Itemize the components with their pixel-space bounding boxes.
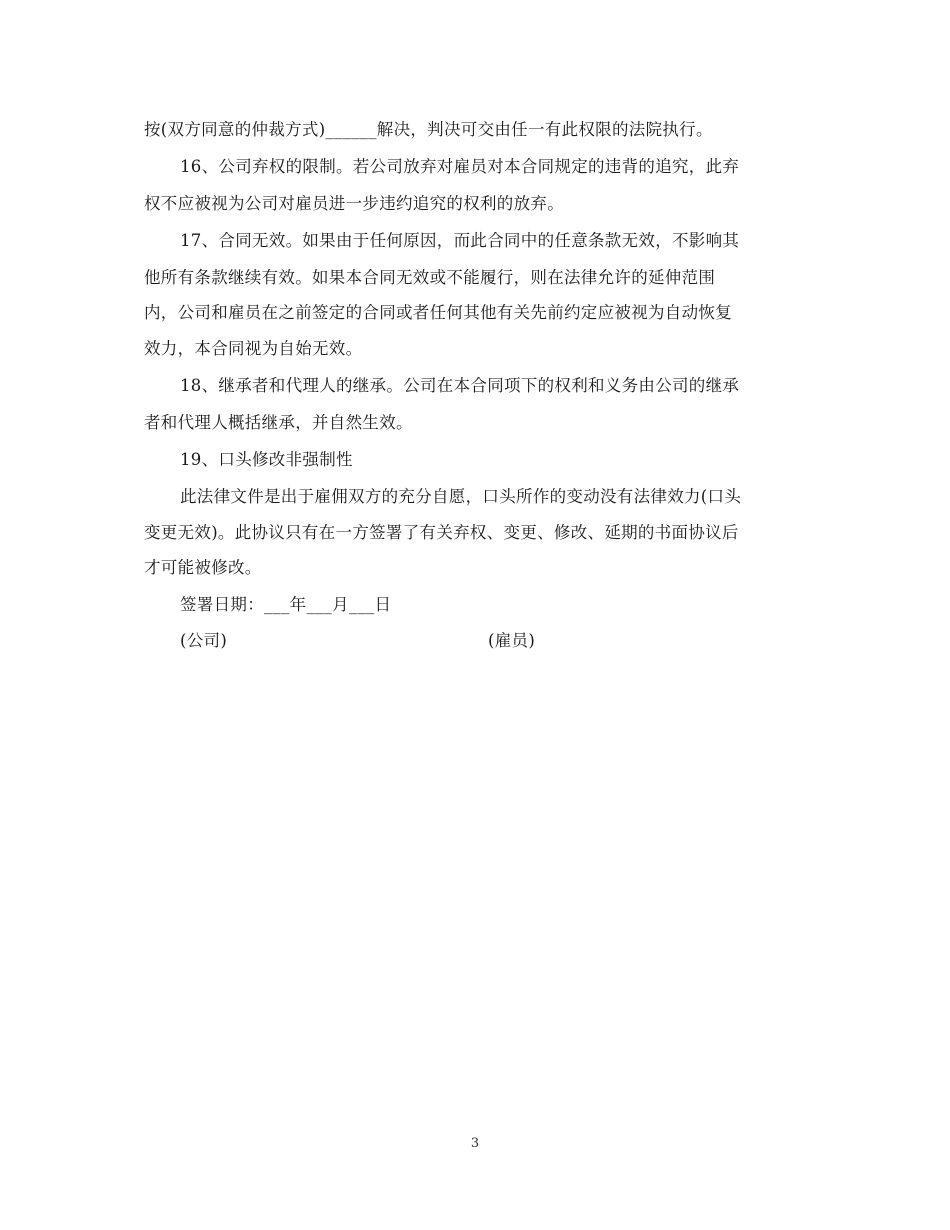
text-line: 他所有条款继续有效。如果本合同无效或不能履行，则在法律允许的延伸范围 <box>144 268 716 287</box>
clause-19-heading-line: 19、口头修改非强制性 <box>180 450 353 469</box>
clause-16-heading-line: 16、公司弃权的限制。若公司放弃对雇员对本合同规定的违背的追究，此弃 <box>180 157 740 176</box>
text-line: 者和代理人概括继承，并自然生效。 <box>144 413 413 432</box>
text-line: 才可能被修改。 <box>144 558 262 577</box>
text-line: 此法律文件是出于雇佣双方的充分自愿，口头所作的变动没有法律效力(口头 <box>180 487 742 506</box>
employee-signature-label: (雇员) <box>488 631 536 650</box>
text-line: 按(双方同意的仲裁方式)______解决，判决可交由任一有此权限的法院执行。 <box>144 120 713 139</box>
clause-18-heading-line: 18、继承者和代理人的继承。公司在本合同项下的权利和义务由公司的继承 <box>180 376 740 395</box>
company-signature-label: (公司) <box>180 631 228 650</box>
text-line: 变更无效)。此协议只有在一方签署了有关弃权、变更、修改、延期的书面协议后 <box>144 523 739 542</box>
text-line: 内，公司和雇员在之前签定的合同或者任何其他有关先前约定应被视为自动恢复 <box>144 303 732 322</box>
text-line: 权不应被视为公司对雇员进一步违约追究的权利的放弃。 <box>144 194 564 213</box>
page-number: 3 <box>470 1136 480 1151</box>
text-line: 效力，本合同视为自始无效。 <box>144 339 363 358</box>
signing-date-line: 签署日期：___年___月___日 <box>180 595 392 614</box>
clause-17-heading-line: 17、合同无效。如果由于任何原因，而此合同中的任意条款无效，不影响其 <box>180 231 740 250</box>
